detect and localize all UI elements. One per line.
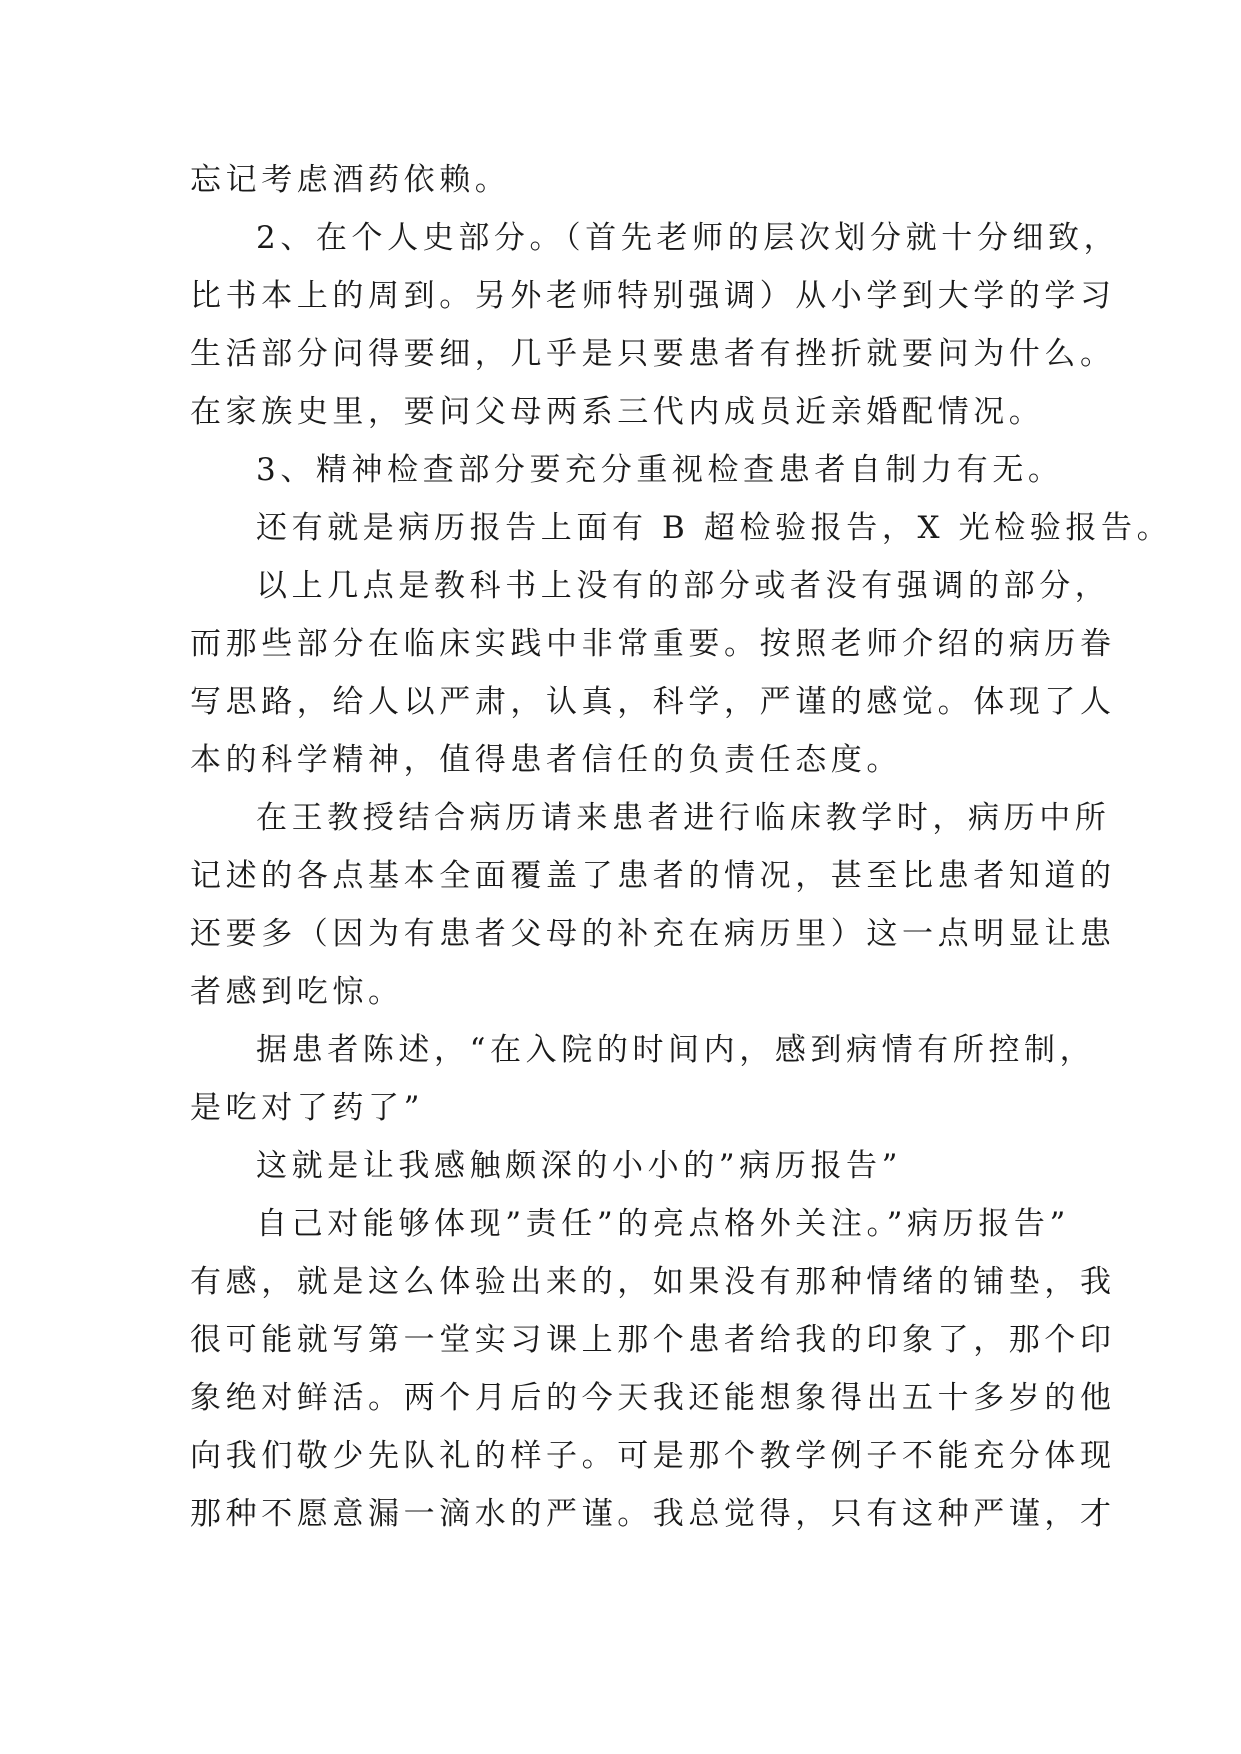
text-line: 很可能就写第一堂实习课上那个患者给我的印象了，那个印 bbox=[190, 1322, 1116, 1358]
text-line: 在家族史里，要问父母两系三代内成员近亲婚配情况。 bbox=[190, 394, 1045, 430]
text-line: 据患者陈述，“在入院的时间内，感到病情有所控制， bbox=[256, 1032, 1096, 1068]
text-line: 记述的各点基本全面覆盖了患者的情况，甚至比患者知道的 bbox=[190, 858, 1116, 894]
text-line: 那种不愿意漏一滴水的严谨。我总觉得，只有这种严谨，才 bbox=[190, 1496, 1116, 1532]
text-line: 而那些部分在临床实践中非常重要。按照老师介绍的病历眷 bbox=[190, 626, 1116, 662]
text-line: 3、精神检查部分要充分重视检查患者自制力有无。 bbox=[256, 452, 1064, 488]
text-line: 是吃对了药了” bbox=[190, 1090, 425, 1126]
text-line: 以上几点是教科书上没有的部分或者没有强调的部分， bbox=[256, 568, 1111, 604]
text-line: 这就是让我感触颇深的小小的”病历报告” bbox=[256, 1148, 903, 1184]
text-line: 象绝对鲜活。两个月后的今天我还能想象得出五十多岁的他 bbox=[190, 1380, 1116, 1416]
text-line: 比书本上的周到。另外老师特别强调）从小学到大学的学习 bbox=[190, 278, 1116, 314]
text-line: 向我们敬少先队礼的样子。可是那个教学例子不能充分体现 bbox=[190, 1438, 1116, 1474]
text-line: 忘记考虑酒药依赖。 bbox=[190, 162, 511, 198]
text-line: 者感到吃惊。 bbox=[190, 974, 404, 1010]
text-line: 写思路，给人以严肃，认真，科学，严谨的感觉。体现了人 bbox=[190, 684, 1116, 720]
text-line: 生活部分问得要细，几乎是只要患者有挫折就要问为什么。 bbox=[190, 336, 1116, 372]
text-line: 有感，就是这么体验出来的，如果没有那种情绪的铺垫，我 bbox=[190, 1264, 1116, 1300]
text-line: 自己对能够体现”责任”的亮点格外关注。”病历报告” bbox=[256, 1206, 1070, 1242]
text-line: 2、在个人史部分。（首先老师的层次划分就十分细致， bbox=[256, 220, 1120, 256]
text-line: 还要多（因为有患者父母的补充在病历里）这一点明显让患 bbox=[190, 916, 1116, 952]
text-line: 还有就是病历报告上面有 B 超检验报告，X 光检验报告。 bbox=[256, 510, 1173, 546]
text-line: 本的科学精神，值得患者信任的负责任态度。 bbox=[190, 742, 902, 778]
text-line: 在王教授结合病历请来患者进行临床教学时，病历中所 bbox=[256, 800, 1111, 836]
